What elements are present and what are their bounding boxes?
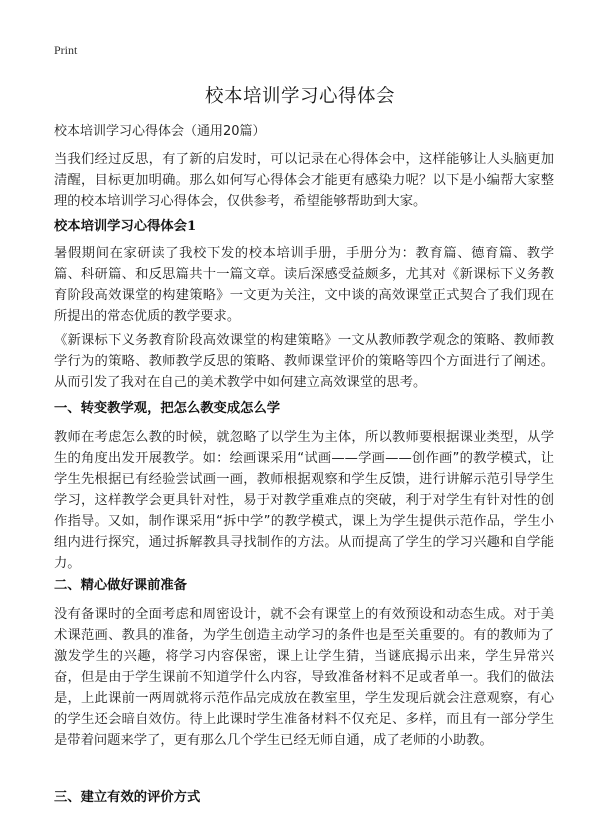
intro-paragraph: 当我们经过反思，有了新的启发时，可以记录在心得体会中，这样能够让人头脑更加清醒，目标更加明确。那么如何写心得体会才能更有感染力呢？以下是小编帮大家整理的校本培训学习心得体会，仅供参考，希望能够帮助到大家。 — [54, 152, 554, 209]
document-title: 校本培训学习心得体会 — [204, 86, 395, 107]
body-paragraph: 暑假期间在家研读了我校下发的校本培训手册，手册分为：教育篇、德育篇、教学篇、科研篇、和反思篇共十一篇文章。读后深感受益颇多，尤其对《新课标下义务教育阶段高效课堂的构建策略》一文更为关注，文中谈的高效课堂正式契合了我们现在所提出的常态优质的教学要求。 — [54, 246, 554, 324]
body-paragraph: 教师在考虑怎么教的时候，就忽略了以学生为主体，所以教师要根据课业类型，从学生的角度出发开展教学。如：绘画课采用“试画——学画——创作画”的教学模式，让学生先根据已有经验尝试画一画，教师根据观察和学生反馈，进行讲解示范引导学生学习，这样教学会更具针对性，易于对教学重难点的突破，利于对学生有针对性的创作指导。又如，制作课采用“拆中学”的教学模式，课上为学生提供示范作品，学生小组内进行探究，通过拆解教具寻找制作的方法。从而提高了学生的学习兴趣和自学能力。 — [54, 430, 554, 571]
print-label: Print — [54, 43, 78, 57]
body-paragraph: 没有备课时的全面考虑和周密设计，就不会有课堂上的有效预设和动态生成。对于美术课范画、教具的准备，为学生创造主动学习的条件也是至关重要的。有的教师为了激发学生的兴趣，将学习内容保密，课上让学生猜，当谜底揭示出来，学生异常兴奋，但是由于学生课前不知道学什么内容，导致准备材料不足或者单一。我们的做法是，上此课前一两周就将示范作品完成放在教室里，学生发现后就会注意观察，有心的学生还会暗自效仿。待上此课时学生准备材料不仅充足、多样，而且有一部分学生是带着问题来学了，更有那么几个学生已经无师自通，成了老师的小助教。 — [54, 607, 554, 748]
body-paragraph: 《新课标下义务教育阶段高效课堂的构建策略》一文从教师教学观念的策略、教师教学行为的策略、教师教学反思的策略、教师课堂评价的策略等四个方面进行了阐述。从而引发了我对在自己的美术教学中如何建立高效课堂的思考。 — [54, 333, 554, 390]
section-heading: 三、建立有效的评价方式 — [54, 790, 201, 805]
section-heading: 一、转变教学观，把怎么教变成怎么学 — [54, 401, 281, 416]
section-heading: 二、精心做好课前准备 — [54, 578, 187, 593]
document-subtitle: 校本培训学习心得体会（通用20篇） — [54, 124, 266, 139]
section-heading: 校本培训学习心得体会1 — [54, 219, 197, 234]
